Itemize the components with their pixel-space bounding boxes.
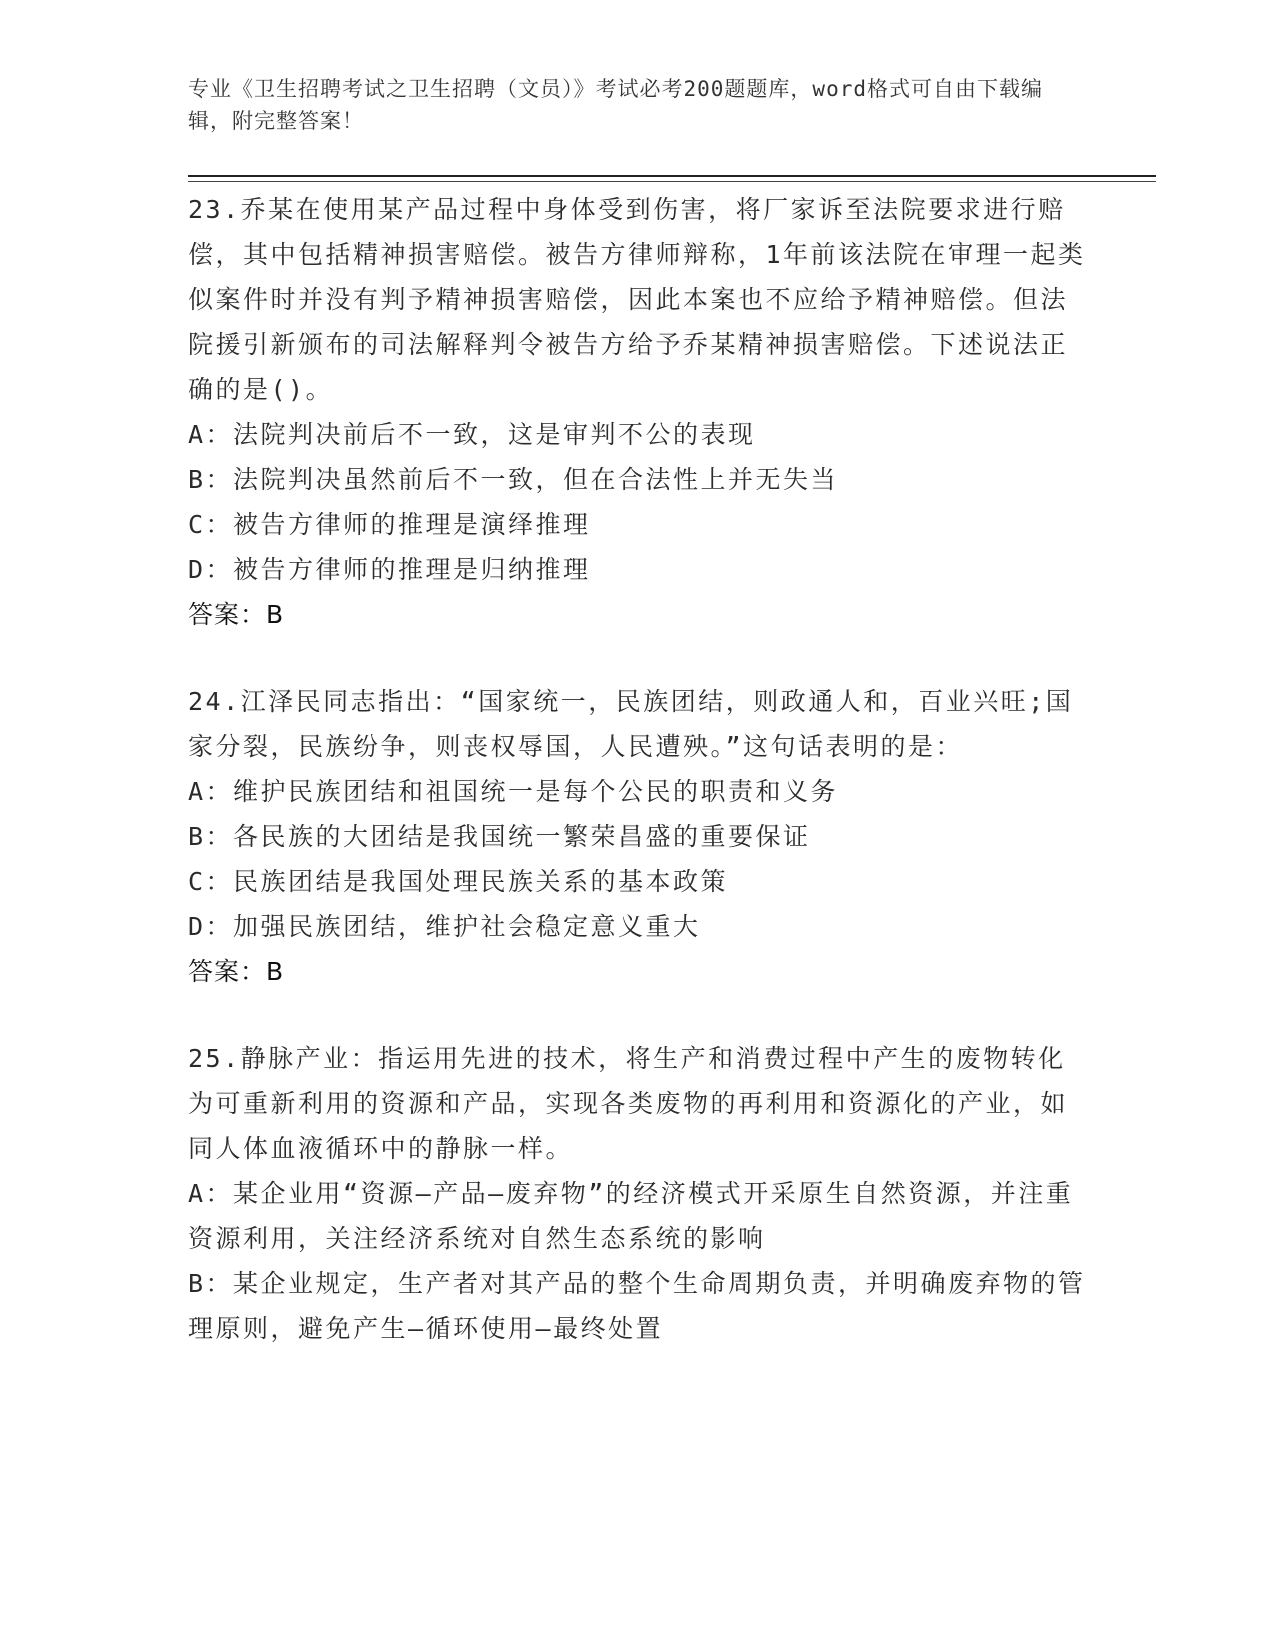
- header-divider-thick: [188, 175, 1156, 177]
- question-24: [188, 679, 1088, 994]
- answer-line: 答案：B: [188, 600, 285, 629]
- question-text: 24.江泽民同志指出：“国家统一，民族团结，则政通人和，百业兴旺;国家分裂，民族纷争，则丧权辱国，人民遭殃。”这句话表明的是：: [188, 687, 1074, 761]
- option-b: B：各民族的大团结是我国统一繁荣昌盛的重要保证: [188, 822, 811, 851]
- header-divider-thin: [188, 181, 1156, 182]
- question-23: [188, 187, 1088, 637]
- question-list: [188, 187, 1088, 1393]
- option-a: A：维护民族团结和祖国统一是每个公民的职责和义务: [188, 777, 839, 806]
- question-text: 23.乔某在使用某产品过程中身体受到伤害，将厂家诉至法院要求进行赔偿，其中包括精神损害赔偿。被告方律师辩称，1年前该法院在审理一起类似案件时并没有判予精神损害赔偿，因此本案也不应给予精神赔偿。但法院援引新颁布的司法解释判令被告方给予乔某精神损害赔偿。下述说法正确的是()。: [188, 195, 1086, 404]
- option-a: A：某企业用“资源—产品—废弃物”的经济模式开采原生自然资源，并注重资源利用，关注经济系统对自然生态系统的影响: [188, 1179, 1074, 1253]
- option-b: B：法院判决虽然前后不一致，但在合法性上并无失当: [188, 465, 839, 494]
- question-25: [188, 1036, 1088, 1351]
- answer-line: 答案：B: [188, 957, 285, 986]
- question-text: 25.静脉产业：指运用先进的技术，将生产和消费过程中产生的废物转化为可重新利用的资源和产品，实现各类废物的再利用和资源化的产业，如同人体血液循环中的静脉一样。: [188, 1044, 1069, 1163]
- option-a: A：法院判决前后不一致，这是审判不公的表现: [188, 420, 756, 449]
- option-c: C：民族团结是我国处理民族关系的基本政策: [188, 867, 729, 896]
- option-d: D：加强民族团结，维护社会稳定意义重大: [188, 912, 701, 941]
- option-d: D：被告方律师的推理是归纳推理: [188, 555, 591, 584]
- option-b: B：某企业规定，生产者对其产品的整个生命周期负责，并明确废弃物的管理原则，避免产生—循环使用—最终处置: [188, 1269, 1086, 1343]
- document-header: 专业《卫生招聘考试之卫生招聘（文员）》考试必考200题题库，word格式可自由下载编辑，附完整答案！: [188, 77, 1043, 133]
- option-c: C：被告方律师的推理是演绎推理: [188, 510, 591, 539]
